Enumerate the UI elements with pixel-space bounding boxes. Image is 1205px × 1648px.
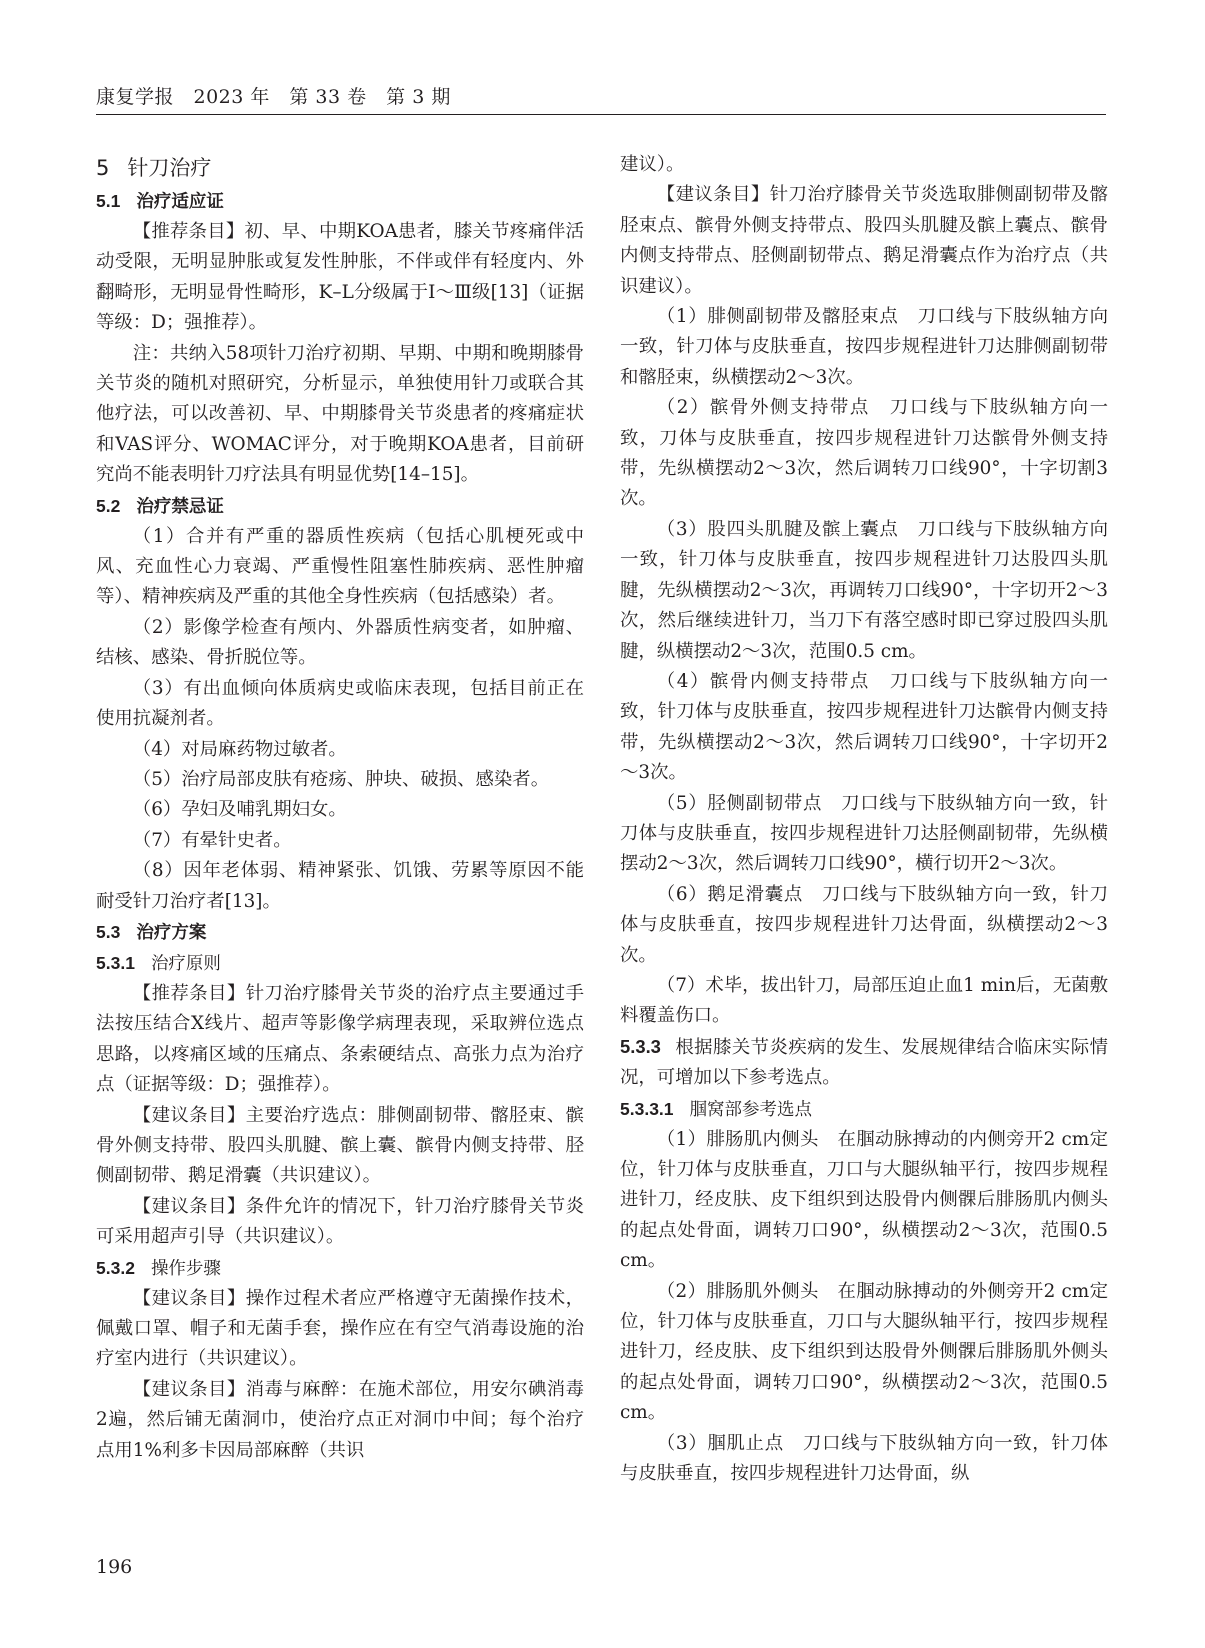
section-5-1-heading: 5.1 治疗适应证	[96, 191, 224, 212]
section-5-3-1-heading: 5.3.1 治疗原则	[96, 952, 221, 974]
list-item: （2）腓肠肌外侧头 在腘动脉搏动的外侧旁开2 cm定位，针刀体与皮肤垂直，刀口与大腿纵轴平行，按四步规程进针刀，经皮肤、皮下组织到达股骨外侧髁后腓肠肌外侧头的起点处骨面，调转刀口90°，纵横摆动2～3次，范围0.5 cm。	[620, 1280, 1108, 1424]
list-item: （1）合并有严重的器质性疾病（包括心肌梗死或中风、充血性心力衰竭、严重慢性阻塞性肺疾病、恶性肿瘤等）、精神疾病及严重的其他全身性疾病（包括感染）者。	[96, 525, 584, 608]
paragraph-continuation: 建议）。	[620, 154, 685, 175]
list-item: （2）髌骨外侧支持带点 刀口线与下肢纵轴方向一致，刀体与皮肤垂直，按四步规程进针刀达髌骨外侧支持带，先纵横摆动2～3次，然后调转刀口线90°，十字切割3次。	[620, 397, 1108, 510]
section-5-2-heading: 5.2 治疗禁忌证	[96, 495, 224, 517]
section-5-heading: 5 针刀治疗	[96, 156, 212, 180]
list-item: （1）腓侧副韧带及髂胫束点 刀口线与下肢纵轴方向一致，针刀体与皮肤垂直，按四步规程进针刀达腓侧副韧带和髂胫束，纵横摆动2～3次。	[620, 306, 1108, 388]
section-5-3-3-1-heading: 5.3.3.1 腘窝部参考选点	[620, 1098, 813, 1120]
list-item: （8）因年老体弱、精神紧张、饥饿、劳累等原因不能耐受针刀治疗者[13]。	[96, 860, 584, 912]
paragraph: 【建议条目】操作过程术者应严格遵守无菌操作技术，佩戴口罩、帽子和无菌手套，操作应在有空气消毒设施的治疗室内进行（共识建议）。	[96, 1287, 584, 1370]
header-rule	[96, 114, 1106, 115]
journal-header: 康复学报 2023 年 第 33 卷 第 3 期	[96, 86, 451, 108]
list-item: （4）对局麻药物过敏者。	[132, 738, 347, 760]
section-5-3-3-paragraph: 5.3.3 根据膝关节炎疾病的发生、发展规律结合临床实际情况，可增加以下参考选点。	[620, 1035, 1108, 1089]
paragraph: 【建议条目】针刀治疗膝骨关节炎选取腓侧副韧带及髂胫束点、髌骨外侧支持带点、股四头肌腱及髌上囊点、髌骨内侧支持带点、胫侧副韧带点、鹅足滑囊点作为治疗点（共识建议）。	[620, 184, 1108, 297]
list-item: （3）腘肌止点 刀口线与下肢纵轴方向一致，针刀体与皮肤垂直，按四步规程进针刀达骨面，纵	[620, 1432, 1108, 1485]
paragraph: 【建议条目】消毒与麻醉：在施术部位，用安尔碘消毒2遍，然后铺无菌洞巾，使治疗点正对洞巾中间；每个治疗点用1%利多卡因局部麻醉（共识	[96, 1378, 584, 1461]
list-item: （4）髌骨内侧支持带点 刀口线与下肢纵轴方向一致，针刀体与皮肤垂直，按四步规程进针刀达髌骨内侧支持带，先纵横摆动2～3次，然后调转刀口线90°，十字切开2～3次。	[620, 670, 1108, 784]
list-item: （1）腓肠肌内侧头 在腘动脉搏动的内侧旁开2 cm定位，针刀体与皮肤垂直，刀口与大腿纵轴平行，按四步规程进针刀，经皮肤、皮下组织到达股骨内侧髁后腓肠肌内侧头的起点处骨面，调转刀口90°，纵横摆动2～3次，范围0.5 cm。	[620, 1128, 1108, 1272]
list-item: （7）术毕，拔出针刀，局部压迫止血1 min后，无菌敷料覆盖伤口。	[620, 974, 1108, 1027]
paragraph: 【推荐条目】初、早、中期KOA患者，膝关节疼痛伴活动受限，无明显肿胀或复发性肿胀，不伴或伴有轻度内、外翻畸形，无明显骨性畸形，K–L分级属于Ⅰ～Ⅲ级[13]（证据等级：D；强推荐）。	[96, 221, 584, 334]
list-item: （6）鹅足滑囊点 刀口线与下肢纵轴方向一致，针刀体与皮肤垂直，按四步规程进针刀达骨面，纵横摆动2～3次。	[620, 883, 1108, 966]
paragraph: 【推荐条目】针刀治疗膝骨关节炎的治疗点主要通过手法按压结合X线片、超声等影像学病理表现，采取辨位选点思路，以疼痛区域的压痛点、条索硬结点、高张力点为治疗点（证据等级：D；强推荐）。	[96, 982, 584, 1096]
list-item: （5）治疗局部皮肤有疮疡、肿块、破损、感染者。	[132, 768, 550, 790]
list-item: （3）有出血倾向体质病史或临床表现，包括目前正在使用抗凝剂者。	[96, 677, 584, 730]
section-5-3-heading: 5.3 治疗方案	[96, 921, 207, 943]
section-5-3-2-heading: 5.3.2 操作步骤	[96, 1257, 221, 1279]
right-column	[620, 150, 1108, 1489]
page-number: 196	[96, 1556, 133, 1578]
list-item: （3）股四头肌腱及髌上囊点 刀口线与下肢纵轴方向一致，针刀体与皮肤垂直，按四步规程进针刀达股四头肌腱，先纵横摆动2～3次，再调转刀口线90°，十字切开2～3次，然后继续进针刀，当刀下有落空感时即已穿过股四头肌腱，纵横摆动2～3次，范围0.5 cm。	[620, 518, 1108, 662]
paragraph: 注：共纳入58项针刀治疗初期、早期、中期和晚期膝骨关节炎的随机对照研究，分析显示，单独使用针刀或联合其他疗法，可以改善初、早、中期膝骨关节炎患者的疼痛症状和VAS评分、WOMAC评分，对于晚期KOA患者，目前研究尚不能表明针刀疗法具有明显优势[14–15]。	[96, 342, 584, 486]
list-item: （6）孕妇及哺乳期妇女。	[132, 799, 347, 821]
list-item: （7）有晕针史者。	[132, 829, 292, 851]
paragraph: 【建议条目】条件允许的情况下，针刀治疗膝骨关节炎可采用超声引导（共识建议）。	[96, 1195, 584, 1248]
list-item: （5）胫侧副韧带点 刀口线与下肢纵轴方向一致，针刀体与皮肤垂直，按四步规程进针刀达胫侧副韧带，先纵横摆动2～3次，然后调转刀口线90°，横行切开2～3次。	[620, 792, 1108, 875]
list-item: （2）影像学检查有颅内、外器质性病变者，如肿瘤、结核、感染、骨折脱位等。	[96, 616, 584, 669]
left-column	[96, 150, 584, 1466]
paragraph: 【建议条目】主要治疗选点：腓侧副韧带、髂胫束、髌骨外侧支持带、股四头肌腱、髌上囊、髌骨内侧支持带、胫侧副韧带、鹅足滑囊（共识建议）。	[96, 1104, 584, 1187]
